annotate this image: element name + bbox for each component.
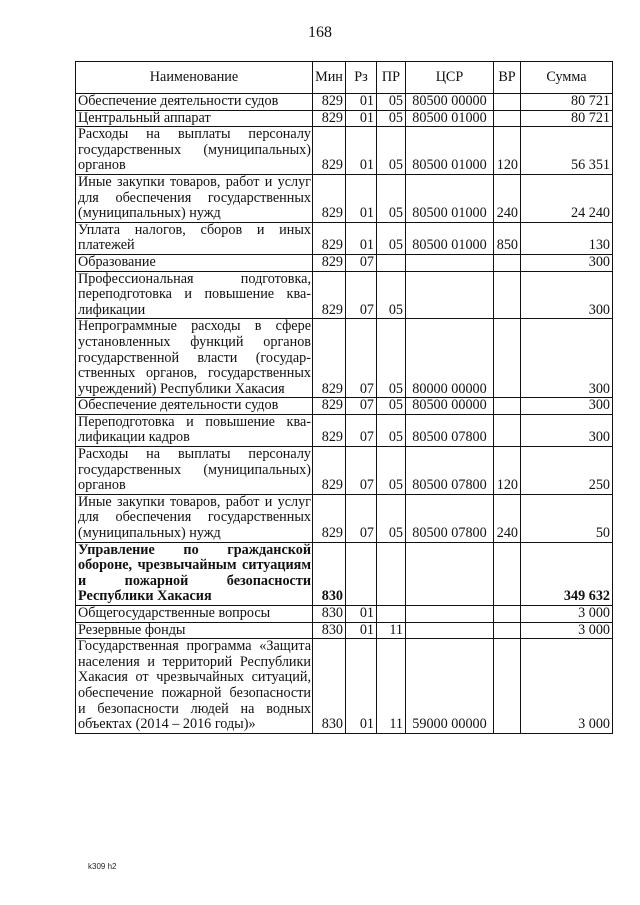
cell-vr: [494, 622, 521, 639]
table-row: [76, 222, 613, 254]
cell-rz: 01: [346, 222, 377, 254]
cell-min: 830: [313, 606, 346, 623]
cell-pr: [377, 606, 406, 623]
cell-pr: 05: [377, 174, 406, 222]
cell-pr: 05: [377, 414, 406, 446]
table-row: [76, 606, 613, 623]
cell-min: 829: [313, 414, 346, 446]
cell-rz: [346, 542, 377, 605]
cell-rz: 01: [346, 110, 377, 127]
cell-vr: 240: [494, 174, 521, 222]
page-number: 168: [308, 24, 332, 41]
cell-csr: 80000 00000: [406, 319, 494, 398]
cell-min: 829: [313, 254, 346, 271]
cell-sum: 3 000: [521, 606, 613, 623]
cell-name: Профессиональная подготовка, переподготовка и повышение квалификации: [76, 271, 313, 319]
cell-rz: 07: [346, 271, 377, 319]
cell-name: Резервные фонды: [76, 622, 313, 639]
cell-pr: 11: [377, 639, 406, 734]
cell-name: Расходы на выплаты персоналу государственных (муниципальных) органов: [76, 127, 313, 175]
cell-rz: 01: [346, 639, 377, 734]
cell-sum: 349 632: [521, 542, 613, 605]
header-csr: ЦСР: [406, 62, 494, 94]
cell-pr: [377, 542, 406, 605]
cell-csr: 80500 01000: [406, 110, 494, 127]
cell-csr: [406, 622, 494, 639]
cell-sum: 50: [521, 494, 613, 542]
cell-rz: 07: [346, 494, 377, 542]
cell-name: Управление по гражданской обороне, чрезвычайным ситуациям и пожарной безопасности Республики Хакасия: [76, 542, 313, 605]
cell-sum: 300: [521, 319, 613, 398]
cell-csr: 80500 01000: [406, 222, 494, 254]
cell-sum: 56 351: [521, 127, 613, 175]
cell-pr: 11: [377, 622, 406, 639]
cell-rz: 01: [346, 174, 377, 222]
cell-sum: 80 721: [521, 94, 613, 111]
cell-vr: 850: [494, 222, 521, 254]
cell-min: 829: [313, 319, 346, 398]
cell-rz: 07: [346, 447, 377, 495]
cell-sum: 130: [521, 222, 613, 254]
cell-min: 830: [313, 622, 346, 639]
cell-min: 829: [313, 174, 346, 222]
header-rz: Рз: [346, 62, 377, 94]
table-row: [76, 447, 613, 495]
cell-csr: [406, 542, 494, 605]
cell-name: Государственная программа «Защита населения и территорий Республики Хакасия от чрезвычайных ситуаций, обеспечение пожарной безопасности и безопасности людей на водных объектах (2014 – 2016 годы)»: [76, 639, 313, 734]
cell-pr: 05: [377, 398, 406, 415]
cell-sum: 300: [521, 398, 613, 415]
header-vr: ВР: [494, 62, 521, 94]
cell-csr: 80500 01000: [406, 174, 494, 222]
cell-csr: 80500 00000: [406, 398, 494, 415]
header-min: Мин: [313, 62, 346, 94]
cell-pr: 05: [377, 110, 406, 127]
cell-csr: [406, 254, 494, 271]
header-name: Наименование: [76, 62, 313, 94]
table-row: [76, 110, 613, 127]
cell-csr: 80500 01000: [406, 127, 494, 175]
header-pr: ПР: [377, 62, 406, 94]
cell-vr: [494, 94, 521, 111]
cell-csr: [406, 606, 494, 623]
cell-vr: 120: [494, 127, 521, 175]
cell-min: 829: [313, 94, 346, 111]
cell-csr: 80500 07800: [406, 447, 494, 495]
cell-vr: 120: [494, 447, 521, 495]
cell-min: 829: [313, 110, 346, 127]
cell-vr: [494, 271, 521, 319]
cell-name: Уплата налогов, сборов и иных платежей: [76, 222, 313, 254]
table-row: [76, 94, 613, 111]
cell-csr: 80500 07800: [406, 414, 494, 446]
cell-csr: 80500 00000: [406, 94, 494, 111]
cell-name: Образование: [76, 254, 313, 271]
table-row: [76, 174, 613, 222]
cell-vr: [494, 110, 521, 127]
cell-name: Непрограммные расходы в сфере установленных функций органов государственной власти (государственных органов, государственных учреждений) Республики Хакасия: [76, 319, 313, 398]
footer-code: k309 h2: [88, 862, 117, 871]
cell-rz: 07: [346, 319, 377, 398]
cell-rz: 01: [346, 606, 377, 623]
cell-rz: 01: [346, 94, 377, 111]
table-row: [76, 127, 613, 175]
cell-min: 829: [313, 447, 346, 495]
table-row: [76, 271, 613, 319]
cell-rz: 07: [346, 414, 377, 446]
cell-vr: [494, 254, 521, 271]
cell-min: 829: [313, 271, 346, 319]
cell-rz: 01: [346, 622, 377, 639]
cell-sum: 3 000: [521, 622, 613, 639]
cell-sum: 300: [521, 271, 613, 319]
cell-vr: [494, 639, 521, 734]
cell-name: Иные закупки товаров, работ и услуг для обеспечения государственных (муниципальных) нужд: [76, 494, 313, 542]
cell-min: 829: [313, 494, 346, 542]
header-sum: Сумма: [521, 62, 613, 94]
table-body: [76, 94, 613, 734]
cell-min: 829: [313, 398, 346, 415]
cell-vr: [494, 414, 521, 446]
cell-pr: [377, 254, 406, 271]
table-row: [76, 254, 613, 271]
table-row: [76, 639, 613, 734]
budget-table: [75, 61, 613, 734]
table-row: [76, 414, 613, 446]
cell-csr: 59000 00000: [406, 639, 494, 734]
cell-sum: 24 240: [521, 174, 613, 222]
cell-name: Иные закупки товаров, работ и услуг для обеспечения государственных (муниципальных) нужд: [76, 174, 313, 222]
table-row: [76, 319, 613, 398]
cell-name: Центральный аппарат: [76, 110, 313, 127]
cell-vr: [494, 319, 521, 398]
cell-vr: [494, 398, 521, 415]
cell-pr: 05: [377, 494, 406, 542]
cell-name: Обеспечение деятельности судов: [76, 398, 313, 415]
cell-vr: 240: [494, 494, 521, 542]
cell-min: 829: [313, 127, 346, 175]
cell-csr: 80500 07800: [406, 494, 494, 542]
cell-rz: 01: [346, 127, 377, 175]
cell-sum: 300: [521, 254, 613, 271]
cell-pr: 05: [377, 94, 406, 111]
cell-name: Обеспечение деятельности судов: [76, 94, 313, 111]
cell-min: 829: [313, 222, 346, 254]
table-row: [76, 398, 613, 415]
cell-vr: [494, 542, 521, 605]
cell-sum: 80 721: [521, 110, 613, 127]
cell-min: 830: [313, 542, 346, 605]
table-row: [76, 494, 613, 542]
cell-rz: 07: [346, 254, 377, 271]
cell-pr: 05: [377, 319, 406, 398]
table-row: [76, 542, 613, 605]
cell-pr: 05: [377, 127, 406, 175]
cell-pr: 05: [377, 222, 406, 254]
table-row: [76, 622, 613, 639]
cell-rz: 07: [346, 398, 377, 415]
cell-vr: [494, 606, 521, 623]
cell-name: Расходы на выплаты персоналу государственных (муниципальных) органов: [76, 447, 313, 495]
table-header-row: [76, 62, 613, 94]
cell-csr: [406, 271, 494, 319]
cell-sum: 250: [521, 447, 613, 495]
cell-name: Общегосударственные вопросы: [76, 606, 313, 623]
cell-sum: 3 000: [521, 639, 613, 734]
cell-pr: 05: [377, 447, 406, 495]
cell-sum: 300: [521, 414, 613, 446]
cell-name: Переподготовка и повышение квалификации кадров: [76, 414, 313, 446]
cell-min: 830: [313, 639, 346, 734]
cell-pr: 05: [377, 271, 406, 319]
